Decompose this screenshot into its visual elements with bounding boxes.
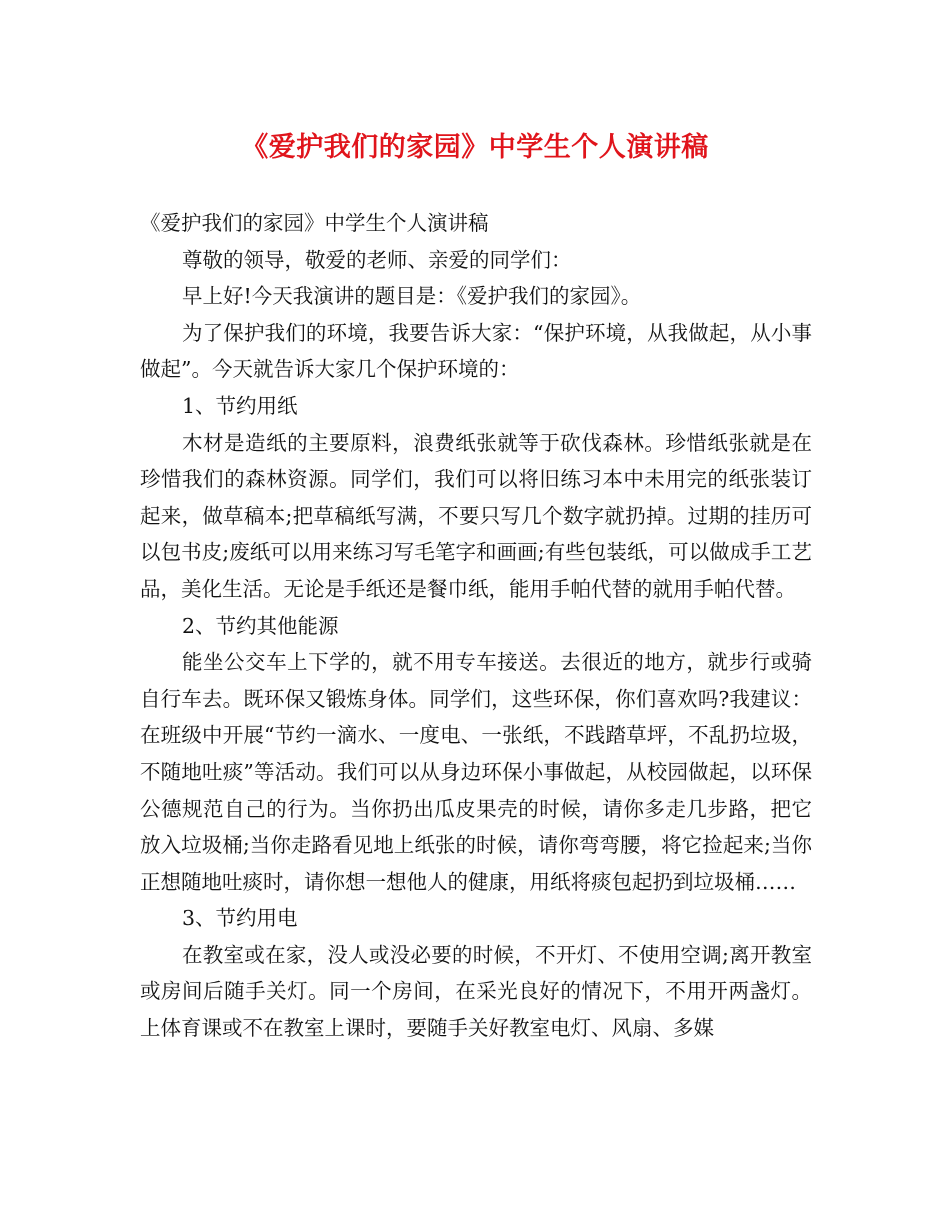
paragraph-paper: 木材是造纸的主要原料，浪费纸张就等于砍伐森林。珍惜纸张就是在珍惜我们的森林资源。同学们，我们可以将旧练习本中未用完的纸张装订起来，做草稿本;把草稿纸写满，不要只写几个数字就扔掉。过期的挂历可以包书皮;废纸可以用来练习写毛笔字和画画;有些包装纸，可以做成手工艺品，美化生活。无论是手纸还是餐巾纸，能用手帕代替的就用手帕代替。: [140, 430, 812, 601]
paragraph-purpose: 为了保护我们的环境，我要告诉大家：“保护环境，从我做起，从小事做起”。今天就告诉大家几个保护环境的：: [140, 320, 812, 382]
section-heading-energy: 2、节约其他能源: [182, 613, 339, 638]
paragraph-heading: 《爱护我们的家园》中学生个人演讲稿: [140, 211, 489, 235]
document-body: [140, 205, 812, 1047]
paragraph-intro: 早上好!今天我演讲的题目是：《爱护我们的家园》。: [182, 284, 642, 309]
paragraph-greeting: 尊敬的领导，敬爱的老师、亲爱的同学们：: [182, 247, 572, 272]
section-heading-paper: 1、节约用纸: [182, 393, 298, 418]
document-title: 《爱护我们的家园》中学生个人演讲稿: [241, 132, 709, 163]
paragraph-energy: 能坐公交车上下学的，就不用专车接送。去很近的地方，就步行或骑自行车去。既环保又锻炼身体。同学们，这些环保，你们喜欢吗?我建议：在班级中开展“节约一滴水、一度电、一张纸，不践踏草坪，不乱扔垃圾，不随地吐痰”等活动。我们可以从身边环保小事做起，从校园做起，以环保公德规范自己的行为。当你扔出瓜皮果壳的时候，请你多走几步路，把它放入垃圾桶;当你走路看见地上纸张的时候，请你弯弯腰，将它捡起来;当你正想随地吐痰时，请你想一想他人的健康，用纸将痰包起扔到垃圾桶……: [140, 650, 812, 894]
section-heading-electricity: 3、节约用电: [182, 906, 298, 931]
paragraph-electricity: 在教室或在家，没人或没必要的时候，不开灯、不使用空调;离开教室或房间后随手关灯。同一个房间，在采光良好的情况下，不用开两盏灯。上体育课或不在教室上课时，要随手关好教室电灯、风扇、多媒: [140, 942, 812, 1041]
